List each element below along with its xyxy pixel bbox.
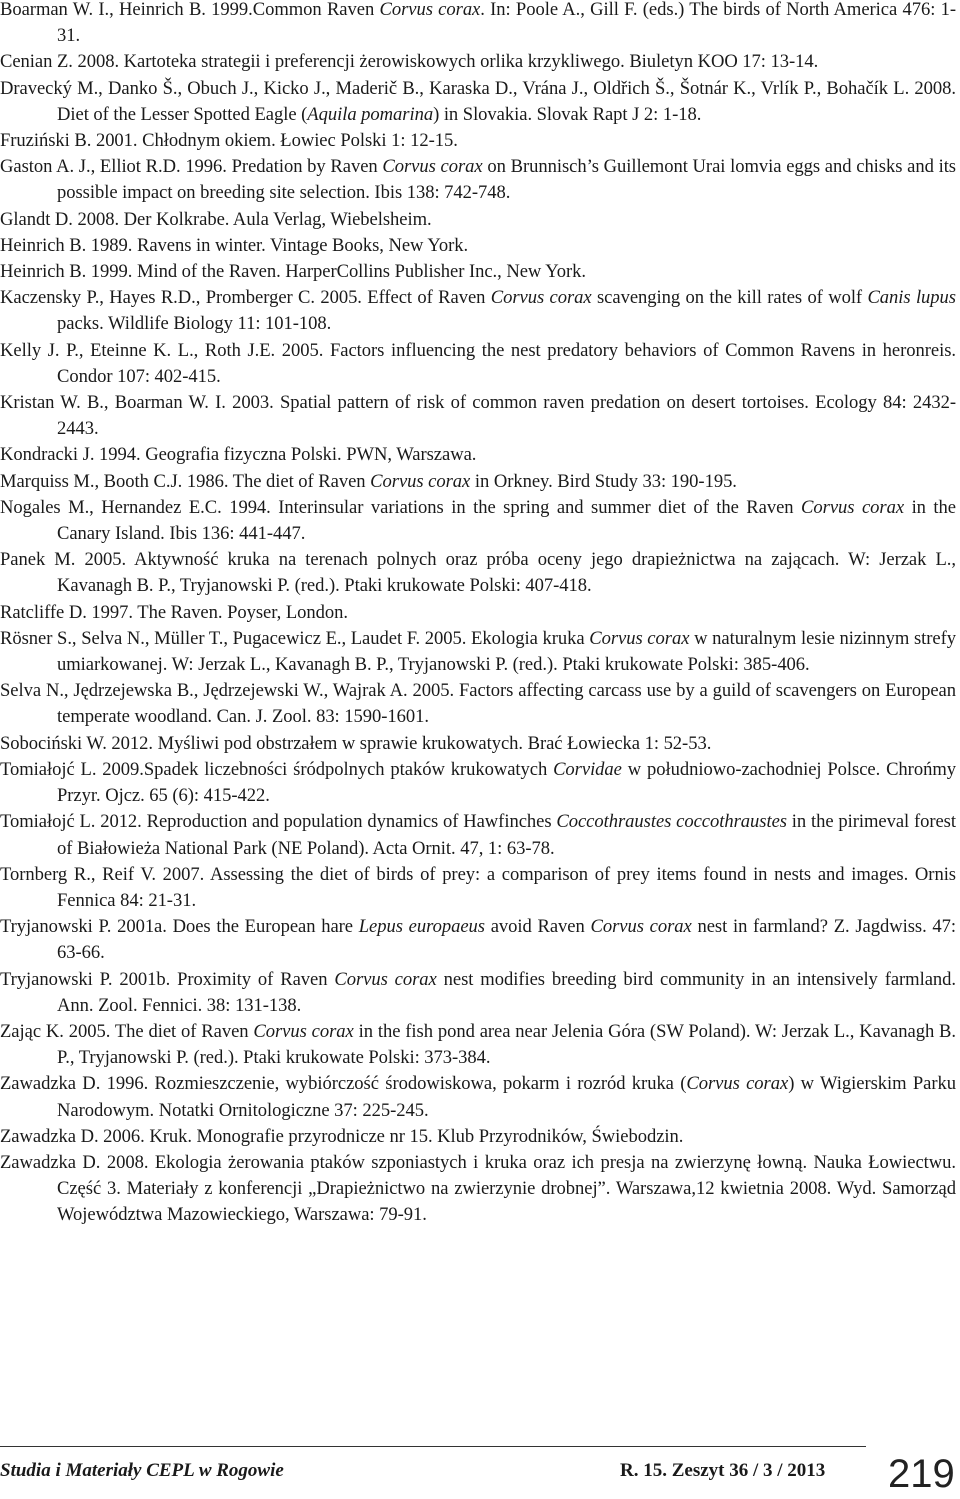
page-number: 219 (888, 1452, 955, 1496)
footer-journal-title: Studia i Materiały CEPL w Rogowie (0, 1460, 284, 1481)
reference-entry (0, 967, 956, 1019)
reference-entry (0, 731, 956, 757)
reference-entry (0, 285, 956, 337)
reference-text: Zawadzka D. 2008. Ekologia żerowania ptaków szponiastych i kruka oraz ich presja na zwierzynę łowną. Nauka Łowiectwu. Część 3. Materiały z konferencji „Drapieżnictwo na zwierzynie drobnej”. Warszawa,12 kwietnia 2008. Wyd. Samorząd Województwa Mazowieckiego, Warszawa: 79-91. (0, 1151, 956, 1226)
reference-text: Panek M. 2005. Aktywność kruka na terenach polnych oraz próba oceny jego drapieżnictwa na zającach. W: Jerzak L., Kavanagh B. P., Tryjanowski P. (red.). Ptaki krukowate Polski: 407-418. (0, 549, 956, 597)
reference-entry (0, 626, 956, 678)
reference-text: Nogales M., Hernandez E.C. 1994. Interinsular variations in the spring and summer diet of the Raven (0, 496, 802, 518)
reference-text: in the pirimeval forest of Białowieża National Park (NE Poland). Acta Ornit. 47, 1: 63-78. (57, 811, 956, 859)
reference-text: Cenian Z. 2008. Kartoteka strategii i preferencji żerowiskowych orlika krzykliwego. Biuletyn KOO 17: 13-14. (0, 51, 819, 73)
reference-text: Tomiałojć L. 2012. Reproduction and population dynamics of Hawfinches (0, 811, 557, 833)
reference-entry (0, 757, 956, 809)
reference-entry (0, 128, 956, 154)
species-name: Corvus corax (334, 968, 437, 990)
reference-entry (0, 0, 956, 49)
reference-entry (0, 809, 956, 861)
species-name: Lepus europaeus (358, 916, 485, 938)
reference-text: Boarman W. I., Heinrich B. 1999.Common Raven (0, 0, 380, 20)
reference-entry (0, 547, 956, 599)
footer-divider (0, 1446, 866, 1447)
reference-text: nest modifies breeding bird community in an intensively farmland. Ann. Zool. Fennici. 38: 131-138. (57, 968, 957, 1016)
reference-text: Tryjanowski P. 2001b. Proximity of Raven (0, 968, 335, 990)
reference-text: Glandt D. 2008. Der Kolkrabe. Aula Verlag, Wiebelsheim. (0, 208, 432, 230)
reference-text: w naturalnym lesie nizinnym strefy umiarkowanej. W: Jerzak L., Kavanagh B. P., Tryjanowski P. (red.). Ptaki krukowate Polski: 385-406. (57, 627, 957, 676)
reference-text: Selva N., Jędrzejewska B., Jędrzejewski W., Wajrak A. 2005. Factors affecting carcass use by a guild of scavengers on European temperate woodland. Can. J. Zool. 83: 1590-1601. (0, 680, 956, 728)
reference-entry (0, 49, 956, 75)
reference-text: on Brunnisch’s Guillemont Urai lomvia eggs and chisks and its possible impact on breeding site selection. Ibis 138: 742-748. (57, 156, 956, 204)
reference-entry (0, 600, 956, 626)
reference-entry (0, 207, 956, 233)
species-name: Coccothraustes coccothraustes (556, 811, 787, 833)
reference-entry (0, 469, 956, 495)
reference-entry (0, 495, 956, 547)
species-name: Corvus corax (490, 287, 592, 309)
reference-text: Tomiałojć L. 2009.Spadek liczebności śródpolnych ptaków krukowatych (0, 758, 554, 780)
reference-text: in the fish pond area near Jelenia Góra (SW Poland). W: Jerzak L., Kavanagh B. P., Tryjanowski P. (red.). Ptaki krukowate Polski: 373-384. (57, 1020, 956, 1069)
reference-text: in Orkney. Bird Study 33: 190-195. (470, 470, 737, 492)
reference-entry (0, 154, 956, 206)
reference-text: . In: Poole A., Gill F. (eds.) The birds of North America 476: 1-31. (57, 0, 956, 47)
reference-text: Heinrich B. 1989. Ravens in winter. Vintage Books, New York. (0, 234, 469, 256)
species-name: Corvus corax (379, 0, 481, 20)
species-name: Aquila pomarina (307, 103, 434, 125)
reference-entry (0, 233, 956, 259)
reference-text: ) in Slovakia. Slovak Rapt J 2: 1-18. (433, 103, 702, 125)
reference-text: scavenging on the kill rates of wolf (591, 287, 868, 309)
reference-text: avoid Raven (484, 916, 591, 938)
reference-text: Marquiss M., Booth C.J. 1986. The diet of Raven (0, 470, 371, 492)
reference-text: nest in farmland? Z. Jagdwiss. 47: 63-66. (57, 916, 957, 964)
footer-issue-info: R. 15. Zeszyt 36 / 3 / 2013 (620, 1460, 826, 1481)
reference-entry (0, 259, 956, 285)
reference-text: Rösner S., Selva N., Müller T., Pugacewicz E., Laudet F. 2005. Ekologia kruka (0, 627, 590, 649)
reference-text: Heinrich B. 1999. Mind of the Raven. HarperCollins Publisher Inc., New York. (0, 261, 586, 283)
species-name: Corvidae (553, 758, 622, 780)
reference-text: Zawadzka D. 2006. Kruk. Monografie przyrodnicze nr 15. Klub Przyrodników, Świebodzin. (0, 1125, 684, 1147)
reference-text: in the Canary Island. Ibis 136: 441-447. (57, 496, 956, 545)
reference-text: Sobociński W. 2012. Myśliwi pod obstrzałem w sprawie krukowatych. Brać Łowiecka 1: 52-53. (0, 732, 712, 754)
reference-entry (0, 678, 956, 730)
reference-entry (0, 338, 956, 390)
species-name: Corvus corax (589, 627, 690, 649)
reference-entry (0, 1124, 956, 1150)
reference-entry (0, 1019, 956, 1071)
reference-entry (0, 1071, 956, 1123)
reference-entry (0, 1150, 956, 1229)
reference-entry (0, 914, 956, 966)
reference-text: Kelly J. P., Eteinne K. L., Roth J.E. 2005. Factors influencing the nest predatory behaviors of Common Ravens in heronreis. Condor 107: 402-415. (0, 339, 956, 387)
species-name: Corvus corax (590, 916, 692, 938)
species-name: Corvus corax (253, 1020, 354, 1042)
reference-text: Ratcliffe D. 1997. The Raven. Poyser, London. (0, 601, 348, 623)
reference-text: Tornberg R., Reif V. 2007. Assessing the diet of birds of prey: a comparison of prey items found in nests and images. Ornis Fennica 84: 21-31. (0, 863, 956, 911)
reference-text: Kristan W. B., Boarman W. I. 2003. Spatial pattern of risk of common raven predation on desert tortoises. Ecology 84: 2432-2443. (0, 392, 956, 440)
reference-text: ) w Wigierskim Parku Narodowym. Notatki Ornitologiczne 37: 225-245. (57, 1073, 956, 1121)
reference-text: w południowo-zachodniej Polsce. Chrońmy Przyr. Ojcz. 65 (6): 415-422. (57, 758, 956, 807)
reference-text: Fruziński B. 2001. Chłodnym okiem. Łowiec Polski 1: 12-15. (0, 130, 458, 152)
species-name: Corvus corax (370, 470, 471, 492)
reference-text: Tryjanowski P. 2001a. Does the European hare (0, 916, 359, 938)
reference-text: Gaston A. J., Elliot R.D. 1996. Predation by Raven (0, 156, 383, 178)
species-name: Corvus corax (801, 496, 905, 518)
reference-entry (0, 390, 956, 442)
reference-entry (0, 76, 956, 128)
species-name: Corvus corax (382, 156, 483, 178)
reference-text: Kondracki J. 1994. Geografia fizyczna Polski. PWN, Warszawa. (0, 444, 477, 466)
reference-text: Kaczensky P., Hayes R.D., Promberger C. 2005. Effect of Raven (0, 287, 491, 309)
reference-text: Zając K. 2005. The diet of Raven (0, 1020, 254, 1042)
species-name: Canis lupus (867, 287, 956, 309)
reference-text: Dravecký M., Danko Š., Obuch J., Kicko J., Maderič B., Karaska D., Vrána J., Oldřich Š., Šotnár K., Vrlík P., Bohačík L. 2008. Diet of the Lesser Spotted Eagle ( (0, 77, 956, 125)
species-name: Corvus corax (686, 1073, 789, 1095)
reference-entry (0, 442, 956, 468)
reference-entry (0, 862, 956, 914)
reference-text: Zawadzka D. 1996. Rozmieszczenie, wybiórczość środowiskowa, pokarm i rozród kruka ( (0, 1073, 687, 1095)
reference-text: packs. Wildlife Biology 11: 101-108. (57, 313, 332, 335)
